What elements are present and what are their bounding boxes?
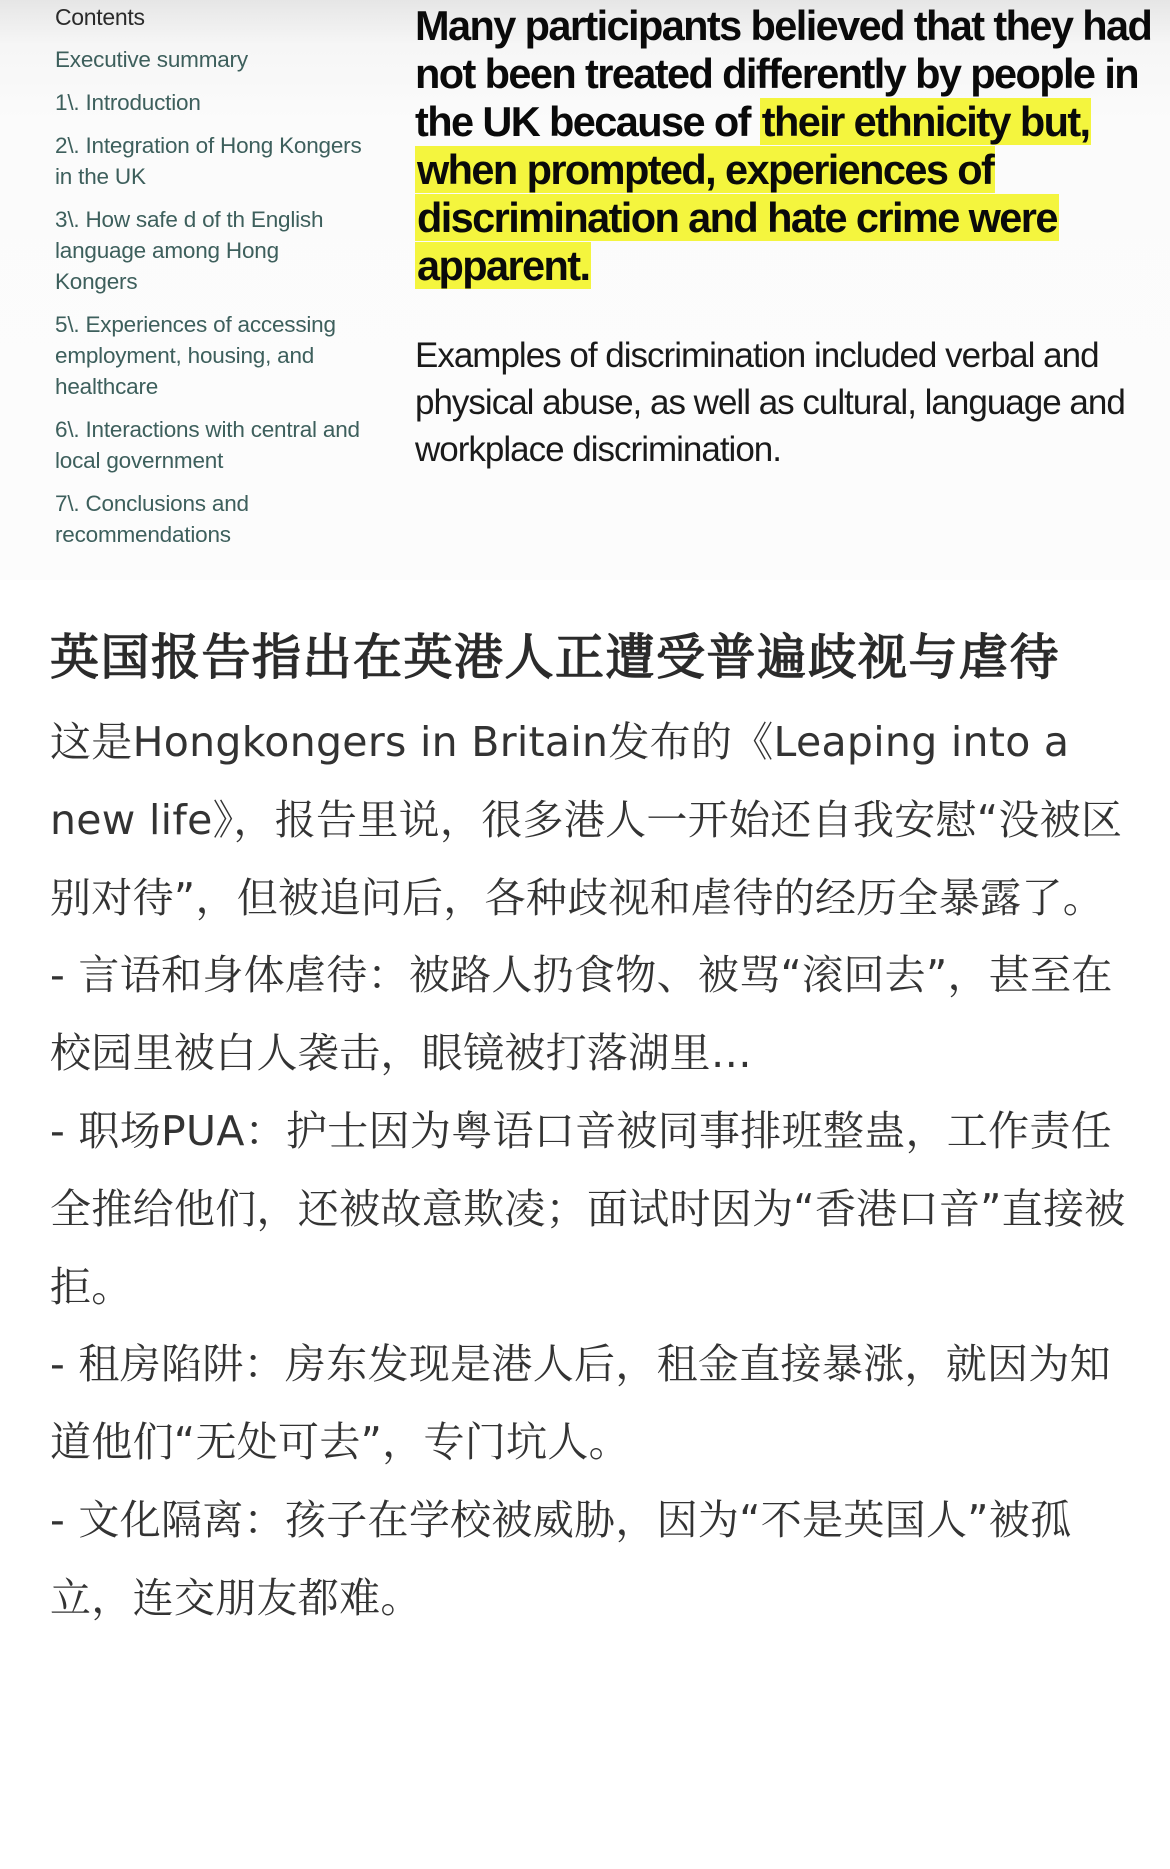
toc-item-english-language[interactable]: 3\. How safe d of th English language among Hong Kongers [55,207,324,294]
article-intro-paragraph: 这是Hongkongers in Britain发布的《Leaping into a new life》，报告里说，很多港人一开始还自我安慰“没被区别对待”，但被追问后，各种歧视和虐待的经历全暴露了。 [50,718,1123,922]
table-of-contents [55,2,365,562]
toc-item-introduction[interactable]: 1\. Introduction [55,90,201,115]
article [50,622,1130,1638]
quote-headline-plain: Many participants believed that they had not been treated differently by people in the UK because of [415,2,1152,145]
article-title: 英国报告指出在英港人正遭受普遍歧视与虐待 [50,629,1061,686]
bullet-renting: - 租房陷阱：房东发现是港人后，租金直接暴涨，就因为知道他们“无处可去”，专门坑人。 [50,1340,1111,1467]
quote-body: Examples of discrimination included verbal and physical abuse, as well as cultural, language and workplace discrimination. [415,336,1125,469]
toc-item-experiences[interactable]: 5\. Experiences of accessing employment, housing, and healthcare [55,312,336,399]
pull-quote [415,2,1155,473]
article-body [50,704,1130,1638]
toc-item-interactions-government[interactable]: 6\. Interactions with central and local government [55,417,360,473]
toc-item-conclusions[interactable]: 7\. Conclusions and recommendations [55,491,249,547]
toc-heading: Contents [55,4,145,30]
toc-item-executive-summary[interactable]: Executive summary [55,47,248,72]
quote-headline-highlighted: their ethnicity but, when prompted, experiences of discrimination and hate crime were apparent. [417,98,1090,289]
quote-headline [415,2,1155,290]
toc-item-integration[interactable]: 2\. Integration of Hong Kongers in the UK [55,133,362,189]
bullet-workplace: - 职场PUA：护士因为粤语口音被同事排班整蛊，工作责任全推给他们，还被故意欺凌；面试时因为“香港口音”直接被拒。 [50,1106,1126,1311]
bullet-verbal-physical-abuse: - 言语和身体虐待：被路人扔食物、被骂“滚回去”，甚至在校园里被白人袭击，眼镜被打落湖里… [50,951,1113,1078]
bullet-cultural-isolation: - 文化隔离：孩子在学校被威胁，因为“不是英国人”被孤立，连交朋友都难。 [50,1495,1072,1622]
report-screenshot-image [0,0,1170,580]
